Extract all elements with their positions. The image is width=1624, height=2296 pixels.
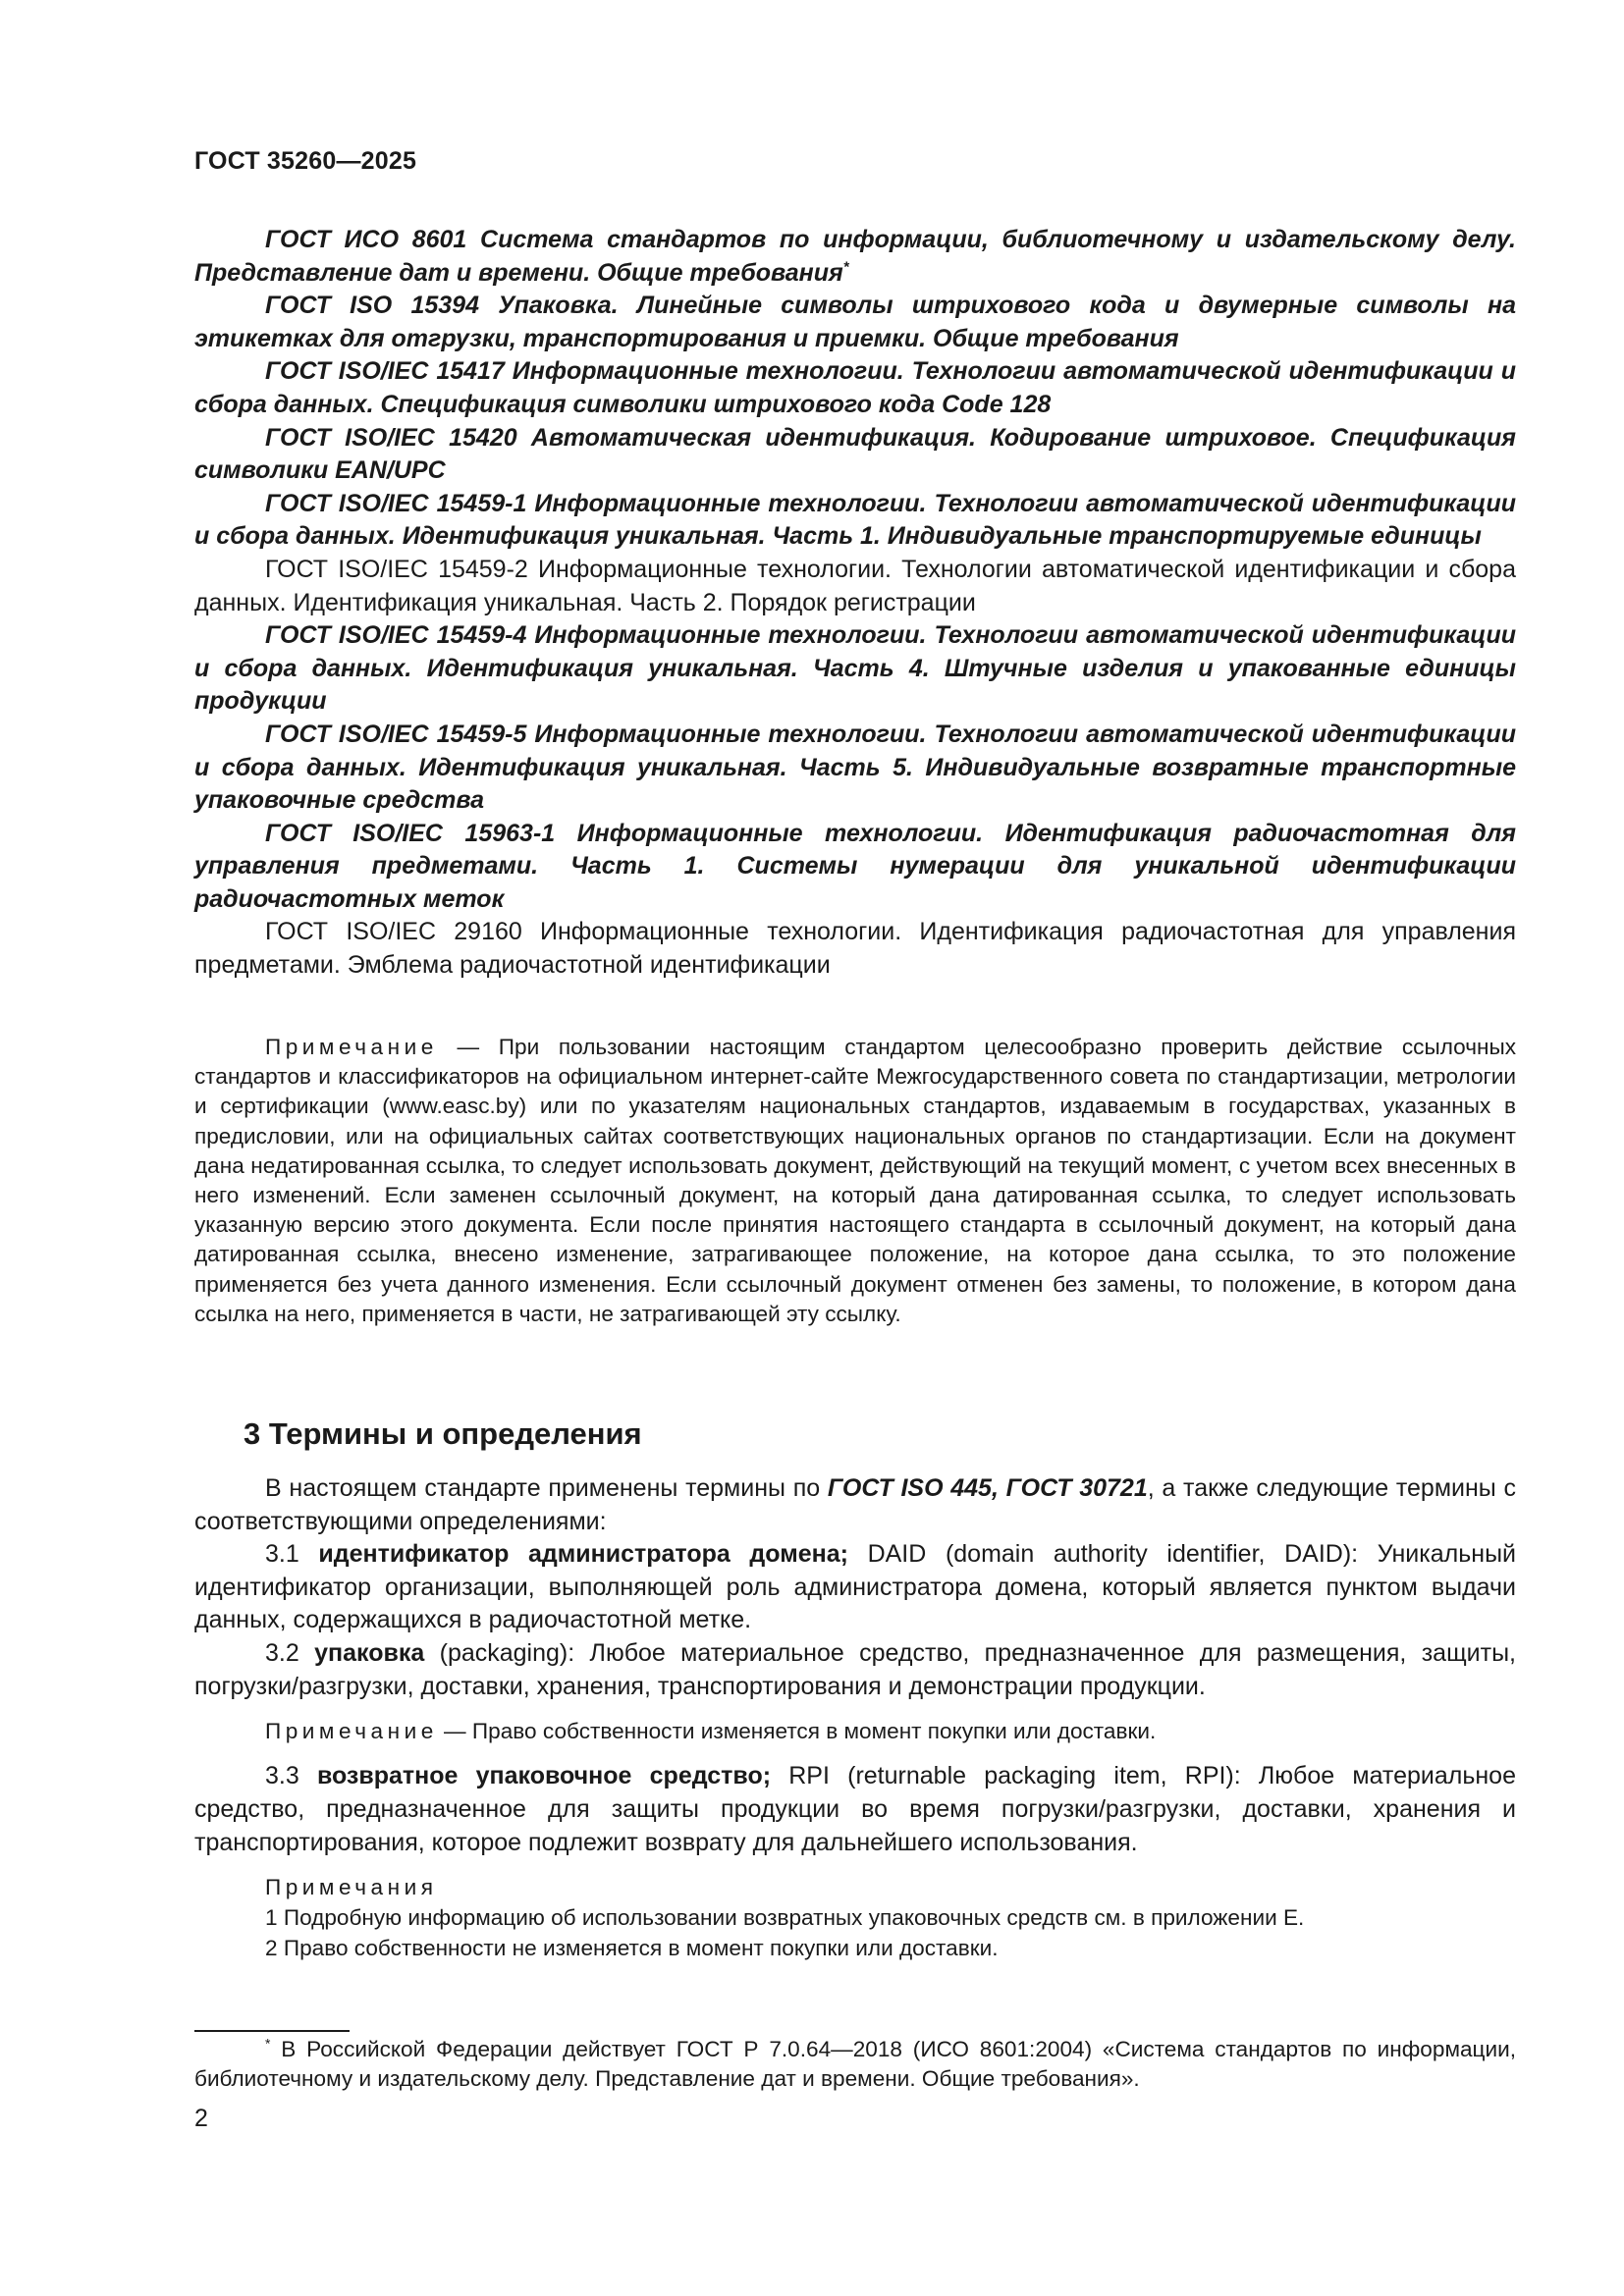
section-intro: В настоящем стандарте применены термины по ГОСТ ISO 445, ГОСТ 30721, а также следующие термины с соответствующими определениями:	[194, 1474, 1516, 1535]
normative-references-list	[194, 224, 1516, 983]
note-label: Примечание	[265, 1719, 438, 1744]
term-3-1: 3.1 идентификатор администратора домена; DAID (domain authority identifier, DAID): Уникальный идентификатор организации, выполняющей роль администратора домена, который является пунктом выдачи данных, содержащихся в радиочастотной метке.	[194, 1540, 1517, 1634]
note-item: 1 Подробную информацию об использовании возвратных упаковочных средств см. в приложении Е.	[265, 1905, 1305, 1931]
term-name: возвратное упаковочное средство;	[316, 1762, 772, 1790]
document-id: ГОСТ 35260—2025	[194, 147, 417, 175]
reference-item: ГОСТ ИСО 8601 Система стандартов по информации, библиотечному и издательскому делу. Представление дат и времени. Общие требования*	[194, 226, 1516, 287]
intro-refs: ГОСТ ISO 445, ГОСТ 30721	[827, 1474, 1148, 1502]
term-3-3: 3.3 возвратное упаковочное средство; RPI (returnable packaging item, RPI): Любое материальное средство, предназначенное для защиты продукции во время погрузки/разгрузки, доставки, хранения и транспортирования, которое подлежит возврату для дальнейшего использования.	[194, 1762, 1516, 1856]
reference-item: ГОСТ ISO/IEC 15420 Автоматическая идентификация. Кодирование штриховое. Спецификация символики EAN/UPC	[194, 423, 1516, 485]
reference-item: ГОСТ ISO/IEC 15963-1 Информационные технологии. Идентификация радиочастотная для управления предметами. Часть 1. Системы нумерации для уникальной идентификации радиочастотных меток	[194, 819, 1516, 913]
reference-item: ГОСТ ISO/IEC 15459-2 Информационные технологии. Технологии автоматической идентификации и сбора данных. Идентификация уникальная. Часть 2. Порядок регистрации	[194, 555, 1516, 616]
note-label: Примечание	[265, 1035, 438, 1059]
footnote-marker[interactable]: *	[842, 258, 849, 276]
section-terms	[194, 1472, 1516, 1963]
references-note	[194, 1033, 1516, 1329]
section-heading: 3 Термины и определения	[244, 1416, 642, 1451]
term-3-2: 3.2 упаковка (packaging): Любое материальное средство, предназначенное для размещения, защиты, погрузки/разгрузки, доставки, хранения, транспортирования и демонстрации продукции.	[194, 1638, 1516, 1700]
reference-item: ГОСТ ISO 15394 Упаковка. Линейные символы штрихового кода и двумерные символы на этикетках для отгрузки, транспортирования и приемки. Общие требования	[194, 292, 1516, 352]
note-text: — При пользовании настоящим стандартом целесообразно проверить действие ссылочных стандартов и классификаторов на официальном интернет-сайте Межгосударственного совета по стандартизации, метрологии и сертификации (www.easc.by) или по указателям национальных стандартов, издаваемым в государствах, указанных в предисловии, или на официальных сайтах соответствующих национальных органов по стандартизации. Если на документ дана недатированная ссылка, то следует использовать документ, действующий на текущий момент, с учетом всех внесенных в него изменений. Если заменен ссылочный документ, на который дана датированная ссылка, то следует использовать указанную версию этого документа. Если после принятия настоящего стандарта в ссылочный документ, на который дана датированная ссылка, внесено изменение, затрагивающее положение, на которое дана ссылка, то это положение применяется без учета данного изменения. Если ссылочный документ отменен без замены, то положение, в котором дана ссылка на него, применяется в части, не затрагивающей эту ссылку.	[194, 1035, 1516, 1326]
term-name: упаковка	[314, 1638, 425, 1667]
reference-item: ГОСТ ISO/IEC 15459-5 Информационные технологии. Технологии автоматической идентификации и сбора данных. Идентификация уникальная. Часть 5. Индивидуальные возвратные транспортные упаковочные средства	[194, 720, 1516, 815]
term-name: идентификатор администратора домена;	[318, 1540, 848, 1569]
note-item: 2 Право собственности не изменяется в момент покупки или доставки.	[265, 1936, 999, 1961]
footnote-marker: *	[265, 2035, 271, 2052]
reference-item: ГОСТ ISO/IEC 29160 Информационные технологии. Идентификация радиочастотная для управления предметами. Эмблема радиочастотной идентификации	[194, 918, 1516, 980]
footnote	[194, 2035, 1516, 2094]
reference-item: ГОСТ ISO/IEC 15459-1 Информационные технологии. Технологии автоматической идентификации и сбора данных. Идентификация уникальная. Часть 1. Индивидуальные транспортируемые единицы	[194, 489, 1516, 551]
footnote-text: В Российской Федерации действует ГОСТ Р 7.0.64—2018 (ИСО 8601:2004) «Система стандартов по информации, библиотечному и издательскому делу. Представление дат и времени. Общие требования».	[194, 2037, 1516, 2092]
page-number: 2	[194, 2105, 208, 2132]
footnote-divider	[194, 2030, 350, 2032]
notes-label: Примечания	[265, 1875, 438, 1900]
term-3-2-note: Примечание — Право собственности изменяется в момент покупки или доставки.	[265, 1719, 1157, 1744]
reference-item: ГОСТ ISO/IEC 15459-4 Информационные технологии. Технологии автоматической идентификации и сбора данных. Идентификация уникальная. Часть 4. Штучные изделия и упакованные единицы продукции	[194, 621, 1516, 716]
reference-item: ГОСТ ISO/IEC 15417 Информационные технологии. Технологии автоматической идентификации и сбора данных. Спецификация символики штрихового кода Code 128	[194, 357, 1516, 418]
